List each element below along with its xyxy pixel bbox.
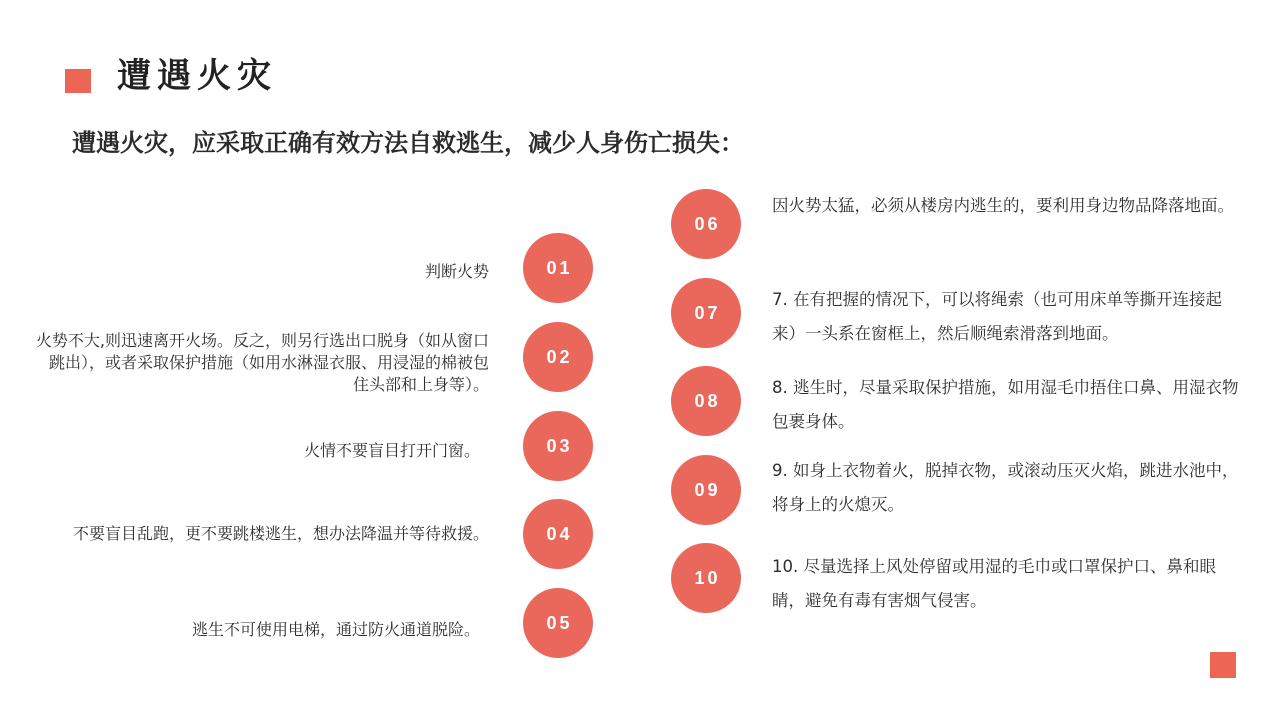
step-text-08: 8. 逃生时，尽量采取保护措施，如用湿毛巾捂住口鼻、用湿衣物包裹身体。 <box>772 378 1239 431</box>
step-text-06: 因火势太猛，必须从楼房内逃生的，要利用身边物品降落地面。 <box>772 196 1234 215</box>
step-number-07: 07 <box>671 278 741 348</box>
title-accent-square <box>65 69 91 93</box>
step-text-10: 10. 尽量选择上风处停留或用湿的毛巾或口罩保护口、鼻和眼睛，避免有毒有害烟气侵害。 <box>772 557 1216 610</box>
step-text-05: 逃生不可使用电梯，通过防火通道脱险。 <box>191 620 480 639</box>
step-number-06: 06 <box>671 189 741 259</box>
page-title: 遭遇火灾 <box>117 56 277 96</box>
step-text-07: 7. 在有把握的情况下，可以将绳索（也可用床单等撕开连接起来）一头系在窗框上，然后顺绳索滑落到地面。 <box>772 290 1222 343</box>
step-text-03: 火情不要盲目打开门窗。 <box>303 441 480 460</box>
step-number-05: 05 <box>523 588 593 658</box>
step-number-08: 08 <box>671 366 741 436</box>
step-text-04: 不要盲目乱跑，更不要跳楼逃生，想办法降温并等待救援。 <box>72 524 489 543</box>
page-subtitle: 遭遇火灾，应采取正确有效方法自救逃生，减少人身伤亡损失： <box>72 129 744 157</box>
step-number-02: 02 <box>523 322 593 392</box>
step-number-04: 04 <box>523 499 593 569</box>
step-text-01: 判断火势 <box>424 262 489 281</box>
step-text-09: 9. 如身上衣物着火，脱掉衣物，或滚动压灭火焰，跳进水池中，将身上的火熄灭。 <box>772 461 1239 514</box>
step-number-01: 01 <box>523 233 593 303</box>
step-number-03: 03 <box>523 411 593 481</box>
step-text-02: 火势不大,则迅速离开火场。反之，则另行选出口脱身（如从窗口跳出），或者采取保护措施（如用水淋湿衣服、用浸湿的棉被包住头部和上身等）。 <box>35 331 489 394</box>
corner-accent-square <box>1210 652 1236 678</box>
step-number-10: 10 <box>671 543 741 613</box>
step-number-09: 09 <box>671 455 741 525</box>
